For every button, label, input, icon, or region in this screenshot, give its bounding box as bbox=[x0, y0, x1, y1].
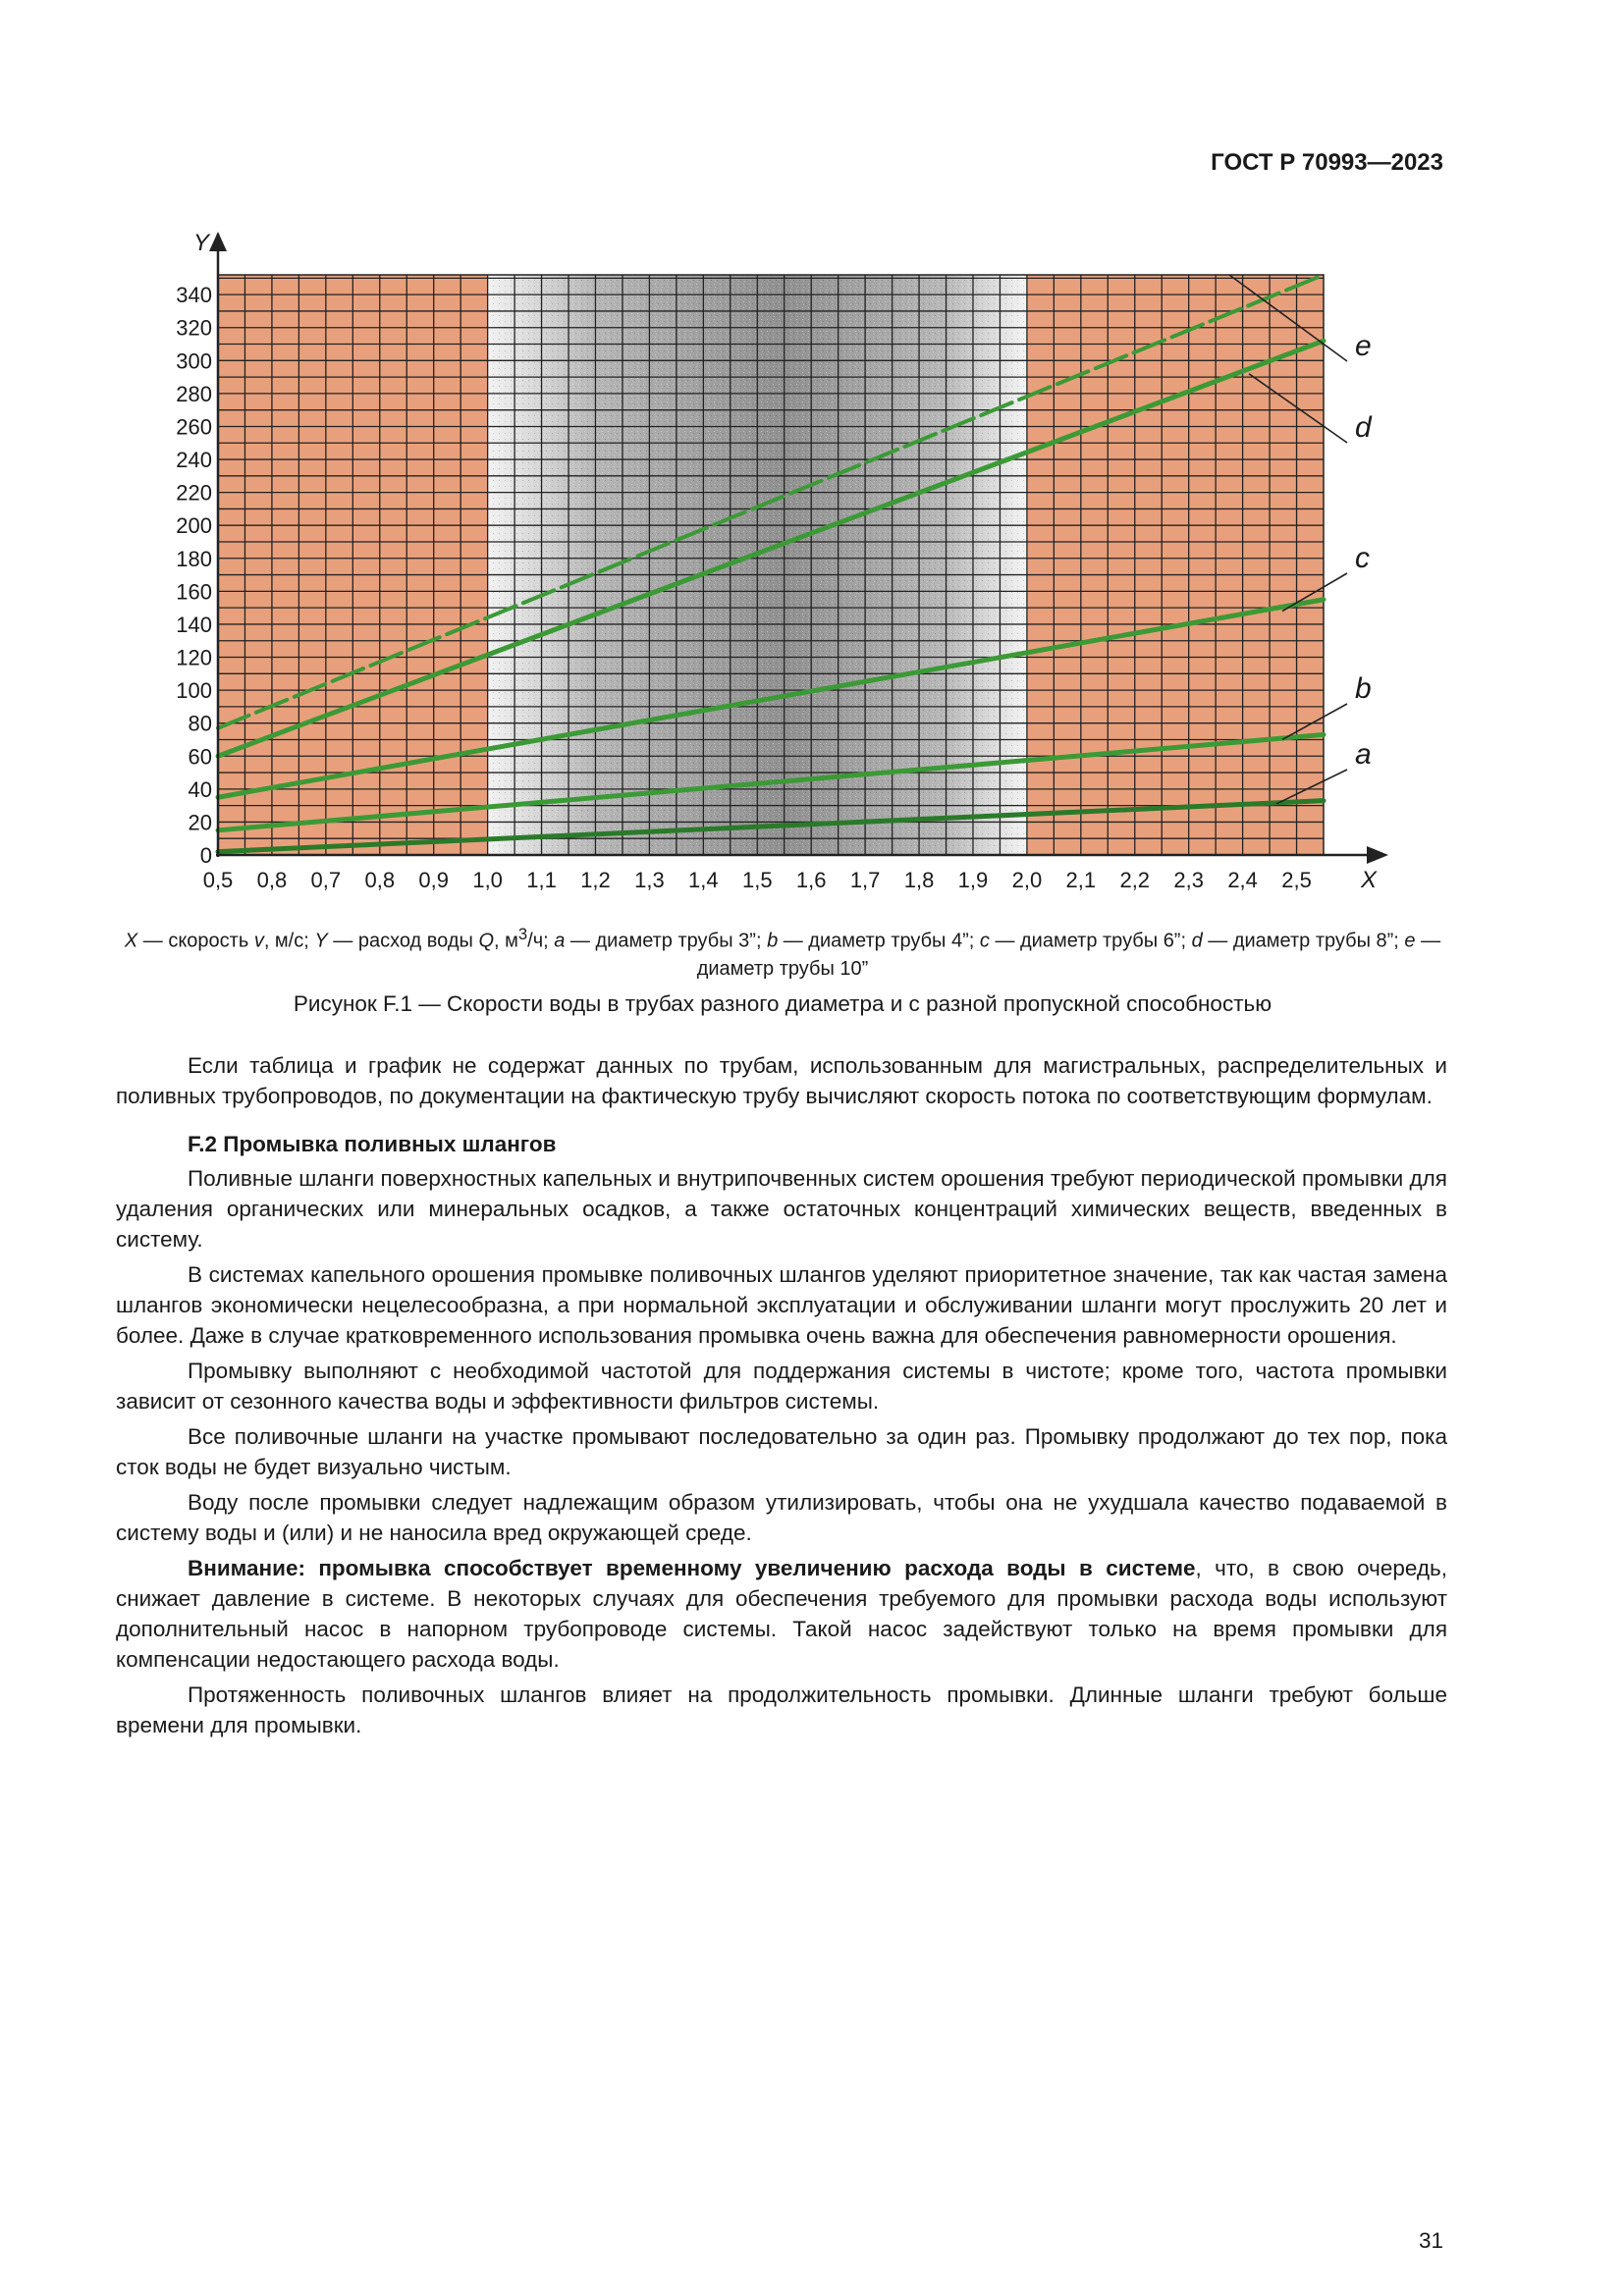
body-text bbox=[116, 1050, 1447, 1745]
paragraph: В системах капельного орошения промывке поливочных шлангов уделяют приоритетное значение, так как частая замена шлангов экономически нецелесообразна, а при нормальной эксплуатации и обслуживании шланги могут прослужить 20 лет и более. Даже в случае кратковременного использования промывка очень важна для обеспечения равномерности орошения. bbox=[116, 1262, 1447, 1348]
x-axis-arrow bbox=[1367, 846, 1388, 864]
paragraph: Поливные шланги поверхностных капельных и внутрипочвенных систем орошения требуют периодической промывки для удаления органических или минеральных осадков, а также остаточных концентраций химических веществ, введенных в систему. bbox=[116, 1166, 1447, 1252]
legend-q-unit: , м bbox=[494, 930, 518, 952]
y-tick-label: 20 bbox=[188, 810, 212, 835]
x-tick-label: 2,5 bbox=[1281, 868, 1312, 892]
x-tick-label: 1,3 bbox=[634, 868, 665, 892]
x-axis-name: X bbox=[1361, 867, 1378, 893]
x-tick-label: 0,7 bbox=[310, 868, 342, 892]
legend-e-sym: e bbox=[1404, 930, 1416, 952]
y-tick-label: 100 bbox=[176, 678, 212, 704]
section-heading: F.2 Промывка поливных шлангов bbox=[188, 1132, 557, 1156]
paragraph: Воду после промывки следует надлежащим образом утилизировать, чтобы она не ухудшала качество подаваемой в систему воды и (или) и не наносила вред окружающей среде. bbox=[116, 1490, 1447, 1545]
paragraph: Все поливочные шланги на участке промывают последовательно за один раз. Промывку продолжают до тех пор, пока сток воды не будет визуально чистым. bbox=[116, 1424, 1447, 1479]
x-tick-label: 2,2 bbox=[1119, 868, 1151, 892]
series-label-e: e bbox=[1355, 330, 1372, 362]
x-tick-label: 1,9 bbox=[957, 868, 989, 892]
x-tick-label: 1,7 bbox=[849, 868, 881, 892]
y-tick-label: 280 bbox=[176, 381, 212, 406]
legend-a-sym: a bbox=[554, 930, 566, 952]
legend-c-sym: c bbox=[979, 930, 990, 952]
legend-c-text: — диаметр трубы 6”; bbox=[989, 930, 1192, 952]
legend-d-text: — диаметр трубы 8”; bbox=[1202, 930, 1405, 952]
y-tick-label: 140 bbox=[176, 612, 212, 637]
band-orange bbox=[1027, 275, 1324, 855]
x-tick-label: 0,8 bbox=[364, 868, 396, 892]
paragraph: Протяженность поливочных шлангов влияет на продолжительность промывки. Длинные шланги требуют больше времени для промывки. bbox=[116, 1682, 1447, 1737]
document-code-header: ГОСТ Р 70993—2023 bbox=[1211, 149, 1443, 176]
legend-q-exp: 3 bbox=[517, 925, 528, 943]
y-axis-arrow bbox=[209, 232, 227, 251]
series-label-d: d bbox=[1355, 411, 1372, 444]
legend-y-text: — расход воды bbox=[327, 930, 479, 952]
figure-caption: Рисунок F.1 — Скорости воды в трубах разного диаметра и с разной пропускной способностью bbox=[293, 991, 1272, 1016]
warning-continuation: , что, в свою очередь, снижает давление в системе. В некоторых случаях для обеспечения требуемого для промывки расхода воды используют дополнительный насос в напорном трубопроводе системы. Такой насос задействуют только на время промывки для компенсации недостающего расхода воды. bbox=[116, 1556, 1447, 1672]
y-tick-label: 260 bbox=[176, 414, 212, 440]
legend-after-v: , м/с; bbox=[263, 930, 315, 952]
x-tick-label: 2,4 bbox=[1227, 868, 1258, 892]
y-tick-label: 120 bbox=[176, 645, 212, 670]
legend-a-text: — диаметр трубы 3”; bbox=[565, 930, 768, 952]
y-tick-label: 0 bbox=[199, 843, 212, 868]
legend-b-sym: b bbox=[767, 930, 779, 952]
x-tick-label: 1,8 bbox=[903, 868, 935, 892]
x-tick-label: 1,4 bbox=[688, 868, 719, 892]
x-tick-label: 2,3 bbox=[1173, 868, 1204, 892]
paragraph: Промывку выполняют с необходимой частотой для поддержания системы в чистоте; кроме того, частота промывки зависит от сезонного качества воды и эффективности фильтров системы. bbox=[116, 1359, 1447, 1414]
legend-q-sym: Q bbox=[478, 930, 494, 952]
legend-y-var: Y bbox=[314, 930, 328, 952]
y-tick-label: 60 bbox=[188, 744, 212, 770]
x-tick-label: 1,2 bbox=[580, 868, 611, 892]
y-tick-label: 300 bbox=[176, 348, 212, 374]
paragraph-warning bbox=[116, 1553, 1447, 1675]
y-tick-label: 320 bbox=[176, 315, 212, 341]
legend-x-var: X bbox=[124, 930, 138, 952]
series-label-b: b bbox=[1355, 672, 1372, 705]
velocity-chart bbox=[0, 0, 1624, 913]
warning-text: Внимание: промывка способствует временному увеличению расхода воды в системе bbox=[188, 1556, 1196, 1580]
x-tick-label: 0,5 bbox=[202, 868, 234, 892]
page-number: 31 bbox=[1418, 2228, 1443, 2253]
x-tick-label: 0,8 bbox=[256, 868, 288, 892]
y-tick-label: 200 bbox=[176, 513, 212, 539]
series-label-c: c bbox=[1355, 542, 1370, 574]
legend-q-unit-end: /ч; bbox=[527, 930, 555, 952]
legend-e-text: — диаметр трубы 10” bbox=[696, 930, 1441, 980]
legend-v-sym: v bbox=[253, 930, 264, 952]
y-tick-label: 240 bbox=[176, 448, 212, 473]
paragraph: Если таблица и график не содержат данных по трубам, использованным для магистральных, распределительных и поливных трубопроводов, по документации на фактическую трубу вычисляют скорость потока по соответствующим формулам. bbox=[116, 1053, 1447, 1108]
x-tick-label: 1,5 bbox=[741, 868, 773, 892]
x-tick-label: 2,1 bbox=[1065, 868, 1097, 892]
y-tick-label: 80 bbox=[188, 711, 212, 736]
x-tick-label: 1,6 bbox=[795, 868, 827, 892]
figure-legend bbox=[116, 921, 1449, 983]
y-tick-label: 220 bbox=[176, 480, 212, 506]
legend-b-text: — диаметр трубы 4”; bbox=[778, 930, 980, 952]
y-tick-label: 40 bbox=[188, 776, 212, 802]
series-label-a: a bbox=[1355, 738, 1372, 771]
x-tick-label: 2,0 bbox=[1011, 868, 1043, 892]
y-tick-label: 180 bbox=[176, 546, 212, 571]
x-tick-label: 1,1 bbox=[526, 868, 557, 892]
x-tick-label: 0,9 bbox=[418, 868, 450, 892]
y-axis-name: Y bbox=[193, 230, 210, 256]
legend-x-text: — скорость bbox=[137, 930, 254, 952]
y-tick-label: 340 bbox=[176, 283, 212, 308]
y-tick-label: 160 bbox=[176, 579, 212, 605]
x-tick-label: 1,0 bbox=[472, 868, 503, 892]
legend-d-sym: d bbox=[1191, 930, 1203, 952]
